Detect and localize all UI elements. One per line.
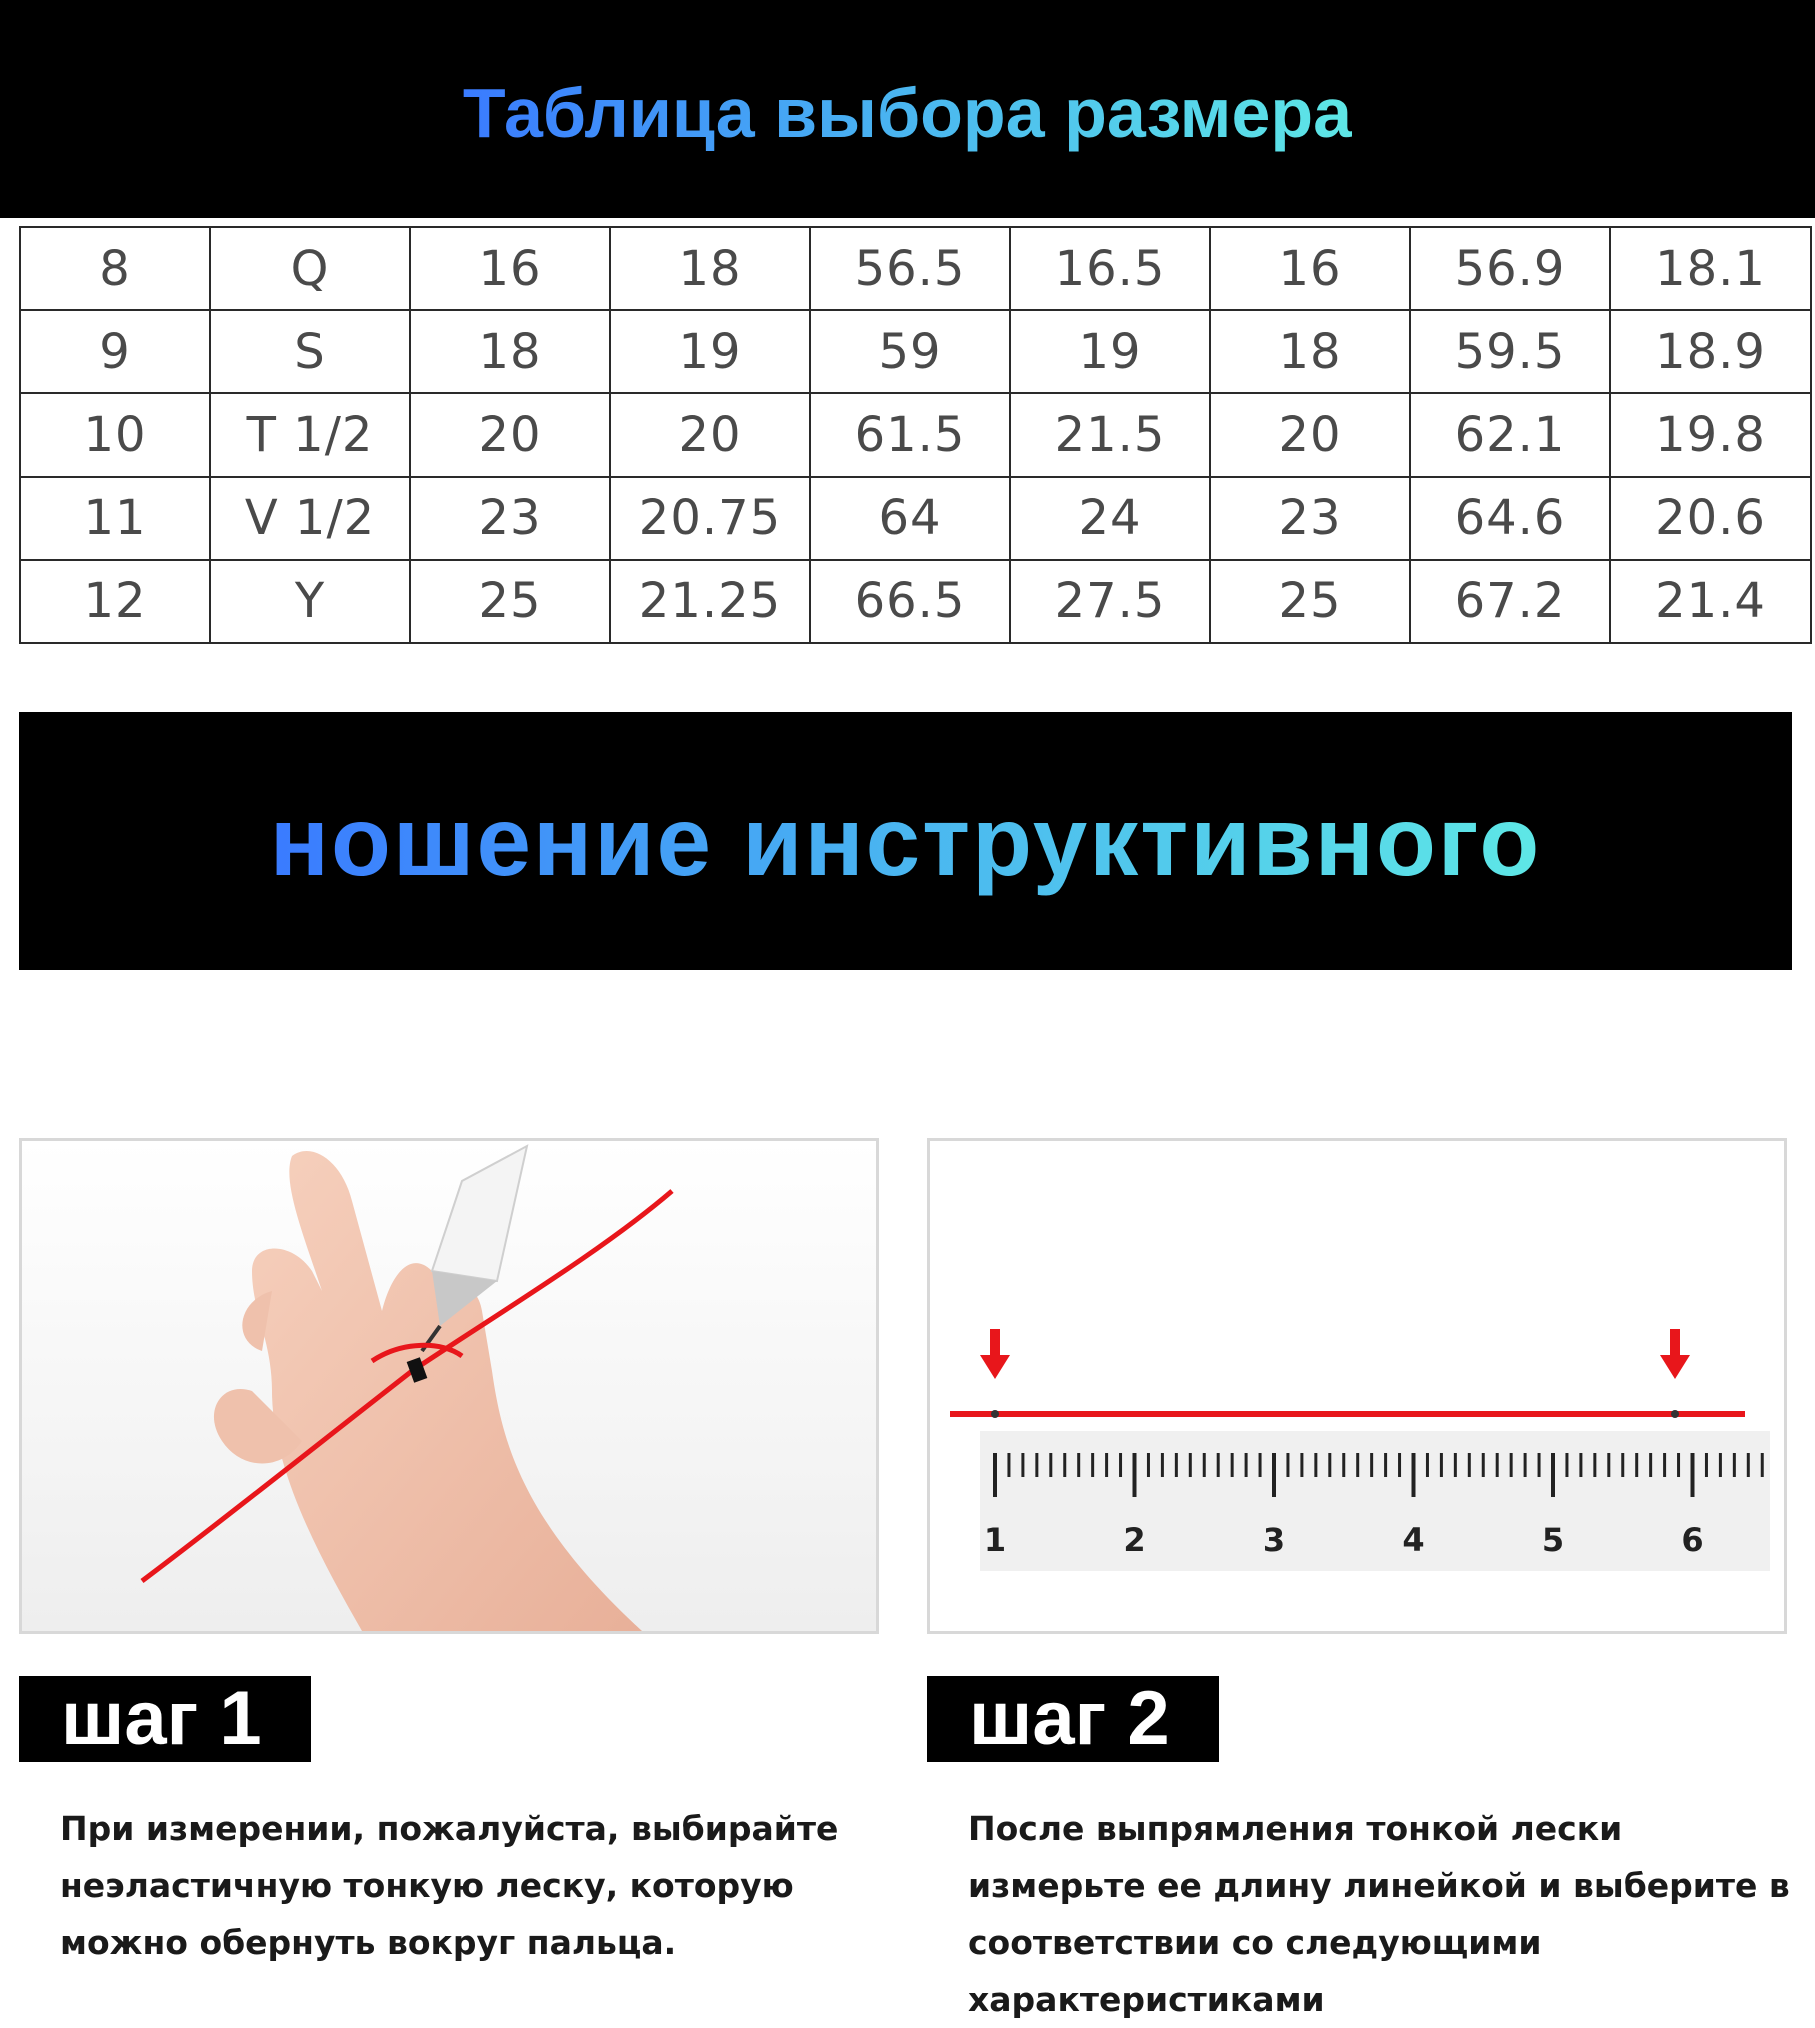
table-cell: 19.8: [1610, 393, 1811, 476]
banner-title: ношение инструктивного: [269, 785, 1542, 896]
table-cell: 18.9: [1610, 310, 1811, 393]
table-cell: 25: [1210, 560, 1410, 643]
table-cell: 21.25: [610, 560, 810, 643]
table-cell: 59: [810, 310, 1010, 393]
table-cell: Q: [210, 227, 410, 310]
table-cell: 20: [610, 393, 810, 476]
table-cell: 16: [1210, 227, 1410, 310]
table-row: [20, 310, 1811, 393]
table-cell: 20.75: [610, 477, 810, 560]
table-cell: 10: [20, 393, 210, 476]
step2-badge: шаг 2: [927, 1676, 1219, 1762]
table-cell: 62.1: [1410, 393, 1610, 476]
ruler-body: [980, 1431, 1770, 1571]
page-title: Таблица выбора размера: [462, 74, 1353, 152]
table-cell: 19: [1010, 310, 1210, 393]
table-cell: 18.1: [1610, 227, 1811, 310]
table-cell: 18: [610, 227, 810, 310]
ruler-label: 3: [1262, 1521, 1286, 1559]
table-cell: 67.2: [1410, 560, 1610, 643]
table-cell: 16.5: [1010, 227, 1210, 310]
ruler-icon: [930, 1141, 1784, 1631]
table-cell: 20: [1210, 393, 1410, 476]
hand-measuring-icon: [22, 1141, 876, 1631]
step1-text: При измерении, пожалуйста, выбирайте неэластичную тонкую леску, которую можно обернуть вокруг пальца.: [60, 1809, 839, 1962]
table-cell: 16: [410, 227, 610, 310]
table-cell: 20.6: [1610, 477, 1811, 560]
ruler-label: 5: [1541, 1521, 1565, 1559]
table-cell: 27.5: [1010, 560, 1210, 643]
ruler-label: 1: [983, 1521, 1007, 1559]
table-row: [20, 393, 1811, 476]
table-cell: 61.5: [810, 393, 1010, 476]
table-cell: 23: [1210, 477, 1410, 560]
table-cell: 21.5: [1010, 393, 1210, 476]
step1-badge: шаг 1: [19, 1676, 311, 1762]
table-cell: Y: [210, 560, 410, 643]
table-row: [20, 477, 1811, 560]
size-table: [19, 226, 1812, 644]
table-cell: 59.5: [1410, 310, 1610, 393]
table-cell: T 1/2: [210, 393, 410, 476]
table-cell: 56.9: [1410, 227, 1610, 310]
step2-image: [927, 1138, 1787, 1634]
table-row: [20, 560, 1811, 643]
header-band: [0, 0, 1815, 218]
table-cell: 64.6: [1410, 477, 1610, 560]
table-cell: S: [210, 310, 410, 393]
table-cell: 24: [1010, 477, 1210, 560]
table-cell: 12: [20, 560, 210, 643]
table-cell: 64: [810, 477, 1010, 560]
instruction-banner: [19, 712, 1792, 970]
ruler-label: 4: [1402, 1521, 1425, 1559]
table-cell: 8: [20, 227, 210, 310]
table-cell: 18: [1210, 310, 1410, 393]
table-cell: 19: [610, 310, 810, 393]
step1-image: [19, 1138, 879, 1634]
table-cell: 9: [20, 310, 210, 393]
table-cell: 56.5: [810, 227, 1010, 310]
table-row: [20, 227, 1811, 310]
ruler-label: 2: [1123, 1521, 1146, 1559]
table-cell: 66.5: [810, 560, 1010, 643]
table-cell: 25: [410, 560, 610, 643]
table-cell: 23: [410, 477, 610, 560]
table-cell: 21.4: [1610, 560, 1811, 643]
ruler-label: 6: [1681, 1521, 1704, 1559]
table-cell: 11: [20, 477, 210, 560]
table-cell: 20: [410, 393, 610, 476]
size-table-body: [20, 227, 1811, 643]
table-cell: V 1/2: [210, 477, 410, 560]
step2-text: После выпрямления тонкой лески измерьте ее длину линейкой и выберите в соответствии со следующими характеристиками: [968, 1809, 1790, 2019]
table-cell: 18: [410, 310, 610, 393]
